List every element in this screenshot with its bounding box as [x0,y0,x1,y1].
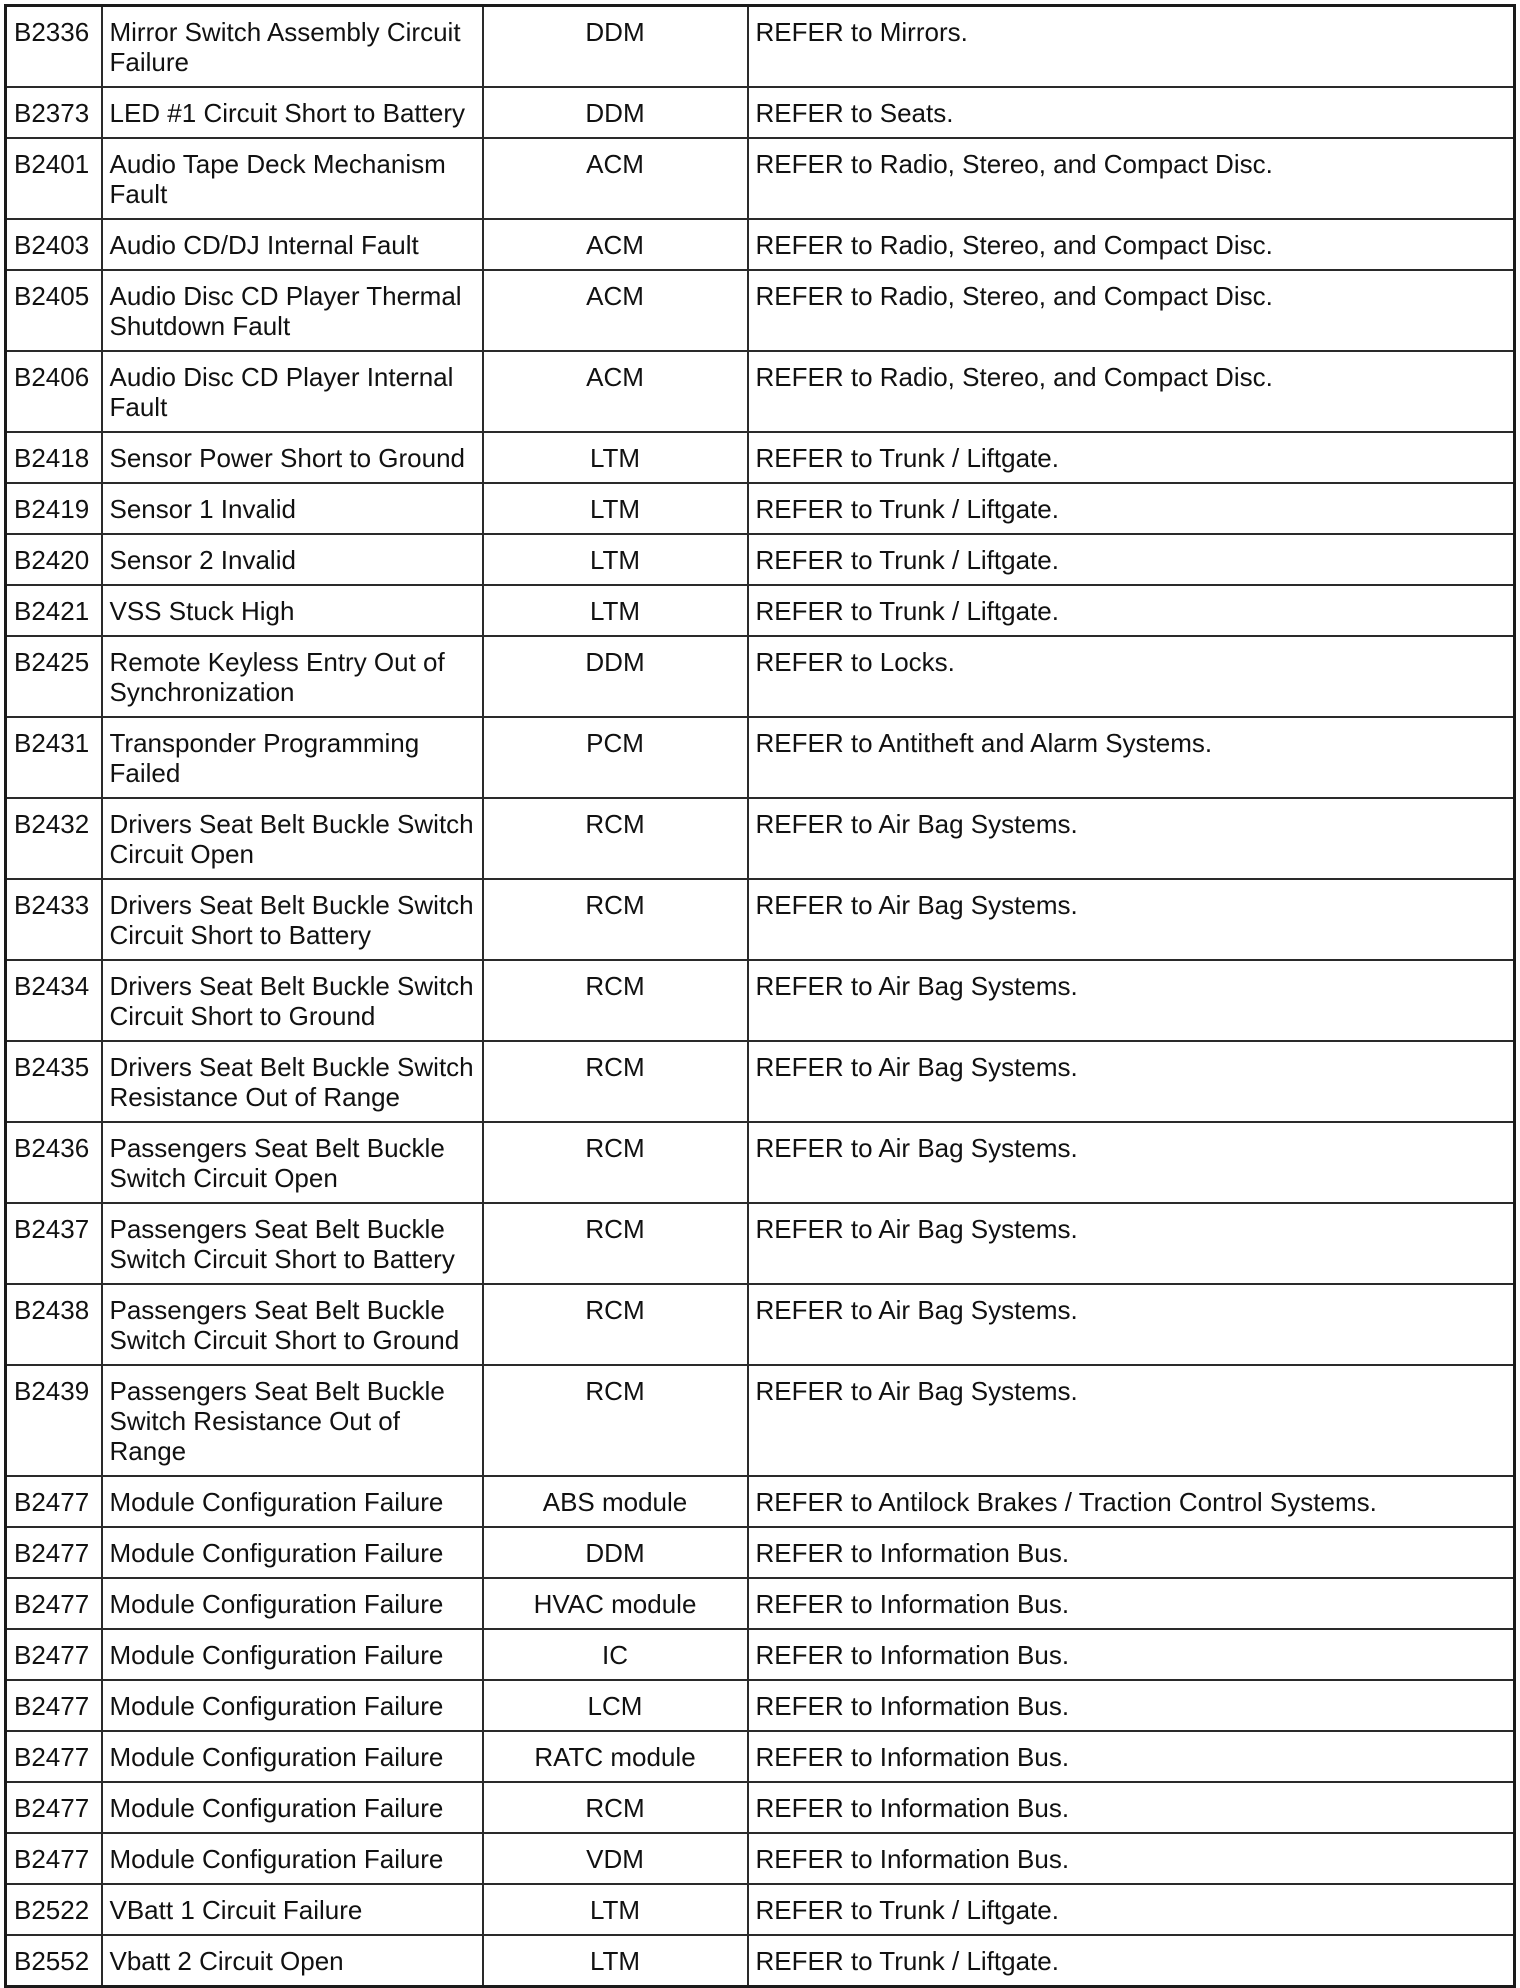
module-cell: RCM [483,1041,748,1122]
module-cell: ACM [483,270,748,351]
table-row [6,636,1515,717]
dtc-code-cell: B2477 [6,1782,102,1833]
module-cell: LTM [483,1935,748,1987]
action-cell: REFER to Air Bag Systems. [748,1122,1515,1203]
module-cell: RCM [483,1203,748,1284]
dtc-description-cell: Module Configuration Failure [102,1476,483,1527]
table-row [6,1731,1515,1782]
dtc-code-cell: B2522 [6,1884,102,1935]
action-cell: REFER to Radio, Stereo, and Compact Disc. [748,219,1515,270]
dtc-code-cell: B2477 [6,1476,102,1527]
table-row [6,1629,1515,1680]
action-cell: REFER to Antilock Brakes / Traction Control Systems. [748,1476,1515,1527]
dtc-description-cell: Passengers Seat Belt Buckle Switch Circuit Short to Ground [102,1284,483,1365]
dtc-description-cell: Module Configuration Failure [102,1833,483,1884]
action-cell: REFER to Trunk / Liftgate. [748,483,1515,534]
table-row [6,351,1515,432]
table-row [6,1884,1515,1935]
action-cell: REFER to Information Bus. [748,1731,1515,1782]
action-cell: REFER to Radio, Stereo, and Compact Disc. [748,138,1515,219]
dtc-description-cell: Drivers Seat Belt Buckle Switch Circuit Open [102,798,483,879]
module-cell: ACM [483,219,748,270]
dtc-code-cell: B2419 [6,483,102,534]
dtc-table [4,4,1516,1988]
module-cell: LTM [483,534,748,585]
module-cell: IC [483,1629,748,1680]
dtc-code-cell: B2421 [6,585,102,636]
dtc-code-cell: B2477 [6,1833,102,1884]
dtc-description-cell: Module Configuration Failure [102,1731,483,1782]
dtc-code-cell: B2434 [6,960,102,1041]
dtc-description-cell: Drivers Seat Belt Buckle Switch Resistance Out of Range [102,1041,483,1122]
dtc-code-cell: B2431 [6,717,102,798]
module-cell: HVAC module [483,1578,748,1629]
table-row [6,483,1515,534]
dtc-description-cell: Module Configuration Failure [102,1782,483,1833]
action-cell: REFER to Mirrors. [748,6,1515,88]
table-row [6,1041,1515,1122]
dtc-code-cell: B2425 [6,636,102,717]
module-cell: DDM [483,87,748,138]
dtc-code-cell: B2403 [6,219,102,270]
module-cell: ABS module [483,1476,748,1527]
module-cell: LTM [483,585,748,636]
table-row [6,534,1515,585]
table-row [6,1122,1515,1203]
module-cell: DDM [483,636,748,717]
action-cell: REFER to Air Bag Systems. [748,1284,1515,1365]
dtc-description-cell: Passengers Seat Belt Buckle Switch Circuit Short to Battery [102,1203,483,1284]
module-cell: LTM [483,432,748,483]
module-cell: ACM [483,138,748,219]
dtc-code-cell: B2477 [6,1680,102,1731]
action-cell: REFER to Radio, Stereo, and Compact Disc. [748,351,1515,432]
dtc-code-cell: B2433 [6,879,102,960]
table-row [6,1203,1515,1284]
table-row [6,1833,1515,1884]
table-row [6,717,1515,798]
module-cell: RCM [483,1365,748,1476]
action-cell: REFER to Trunk / Liftgate. [748,534,1515,585]
action-cell: REFER to Locks. [748,636,1515,717]
dtc-description-cell: Passengers Seat Belt Buckle Switch Circuit Open [102,1122,483,1203]
dtc-code-cell: B2373 [6,87,102,138]
dtc-description-cell: VSS Stuck High [102,585,483,636]
dtc-code-cell: B2418 [6,432,102,483]
table-row [6,432,1515,483]
table-row [6,6,1515,88]
table-row [6,138,1515,219]
table-row [6,960,1515,1041]
table-row [6,1284,1515,1365]
dtc-description-cell: Transponder Programming Failed [102,717,483,798]
action-cell: REFER to Antitheft and Alarm Systems. [748,717,1515,798]
action-cell: REFER to Air Bag Systems. [748,1365,1515,1476]
dtc-description-cell: Audio Disc CD Player Internal Fault [102,351,483,432]
module-cell: RCM [483,879,748,960]
table-row [6,1680,1515,1731]
dtc-code-cell: B2432 [6,798,102,879]
dtc-description-cell: Audio Tape Deck Mechanism Fault [102,138,483,219]
dtc-description-cell: Drivers Seat Belt Buckle Switch Circuit Short to Battery [102,879,483,960]
dtc-description-cell: Audio CD/DJ Internal Fault [102,219,483,270]
table-row [6,1782,1515,1833]
dtc-description-cell: Sensor Power Short to Ground [102,432,483,483]
dtc-description-cell: Vbatt 2 Circuit Open [102,1935,483,1987]
action-cell: REFER to Information Bus. [748,1782,1515,1833]
table-row [6,1527,1515,1578]
dtc-description-cell: Remote Keyless Entry Out of Synchronization [102,636,483,717]
action-cell: REFER to Information Bus. [748,1527,1515,1578]
module-cell: LCM [483,1680,748,1731]
module-cell: VDM [483,1833,748,1884]
action-cell: REFER to Information Bus. [748,1833,1515,1884]
dtc-code-cell: B2435 [6,1041,102,1122]
table-row [6,585,1515,636]
dtc-code-cell: B2477 [6,1629,102,1680]
table-row [6,1935,1515,1987]
action-cell: REFER to Trunk / Liftgate. [748,1884,1515,1935]
dtc-description-cell: Audio Disc CD Player Thermal Shutdown Fault [102,270,483,351]
action-cell: REFER to Information Bus. [748,1680,1515,1731]
module-cell: RCM [483,1782,748,1833]
table-row [6,87,1515,138]
action-cell: REFER to Air Bag Systems. [748,960,1515,1041]
dtc-description-cell: Sensor 2 Invalid [102,534,483,585]
action-cell: REFER to Air Bag Systems. [748,1041,1515,1122]
action-cell: REFER to Information Bus. [748,1629,1515,1680]
dtc-description-cell: Module Configuration Failure [102,1578,483,1629]
dtc-code-cell: B2477 [6,1578,102,1629]
dtc-description-cell: Module Configuration Failure [102,1629,483,1680]
action-cell: REFER to Air Bag Systems. [748,798,1515,879]
action-cell: REFER to Trunk / Liftgate. [748,1935,1515,1987]
module-cell: RCM [483,798,748,879]
dtc-code-cell: B2436 [6,1122,102,1203]
table-row [6,270,1515,351]
dtc-code-cell: B2401 [6,138,102,219]
dtc-description-cell: Passengers Seat Belt Buckle Switch Resistance Out of Range [102,1365,483,1476]
action-cell: REFER to Air Bag Systems. [748,1203,1515,1284]
dtc-code-cell: B2437 [6,1203,102,1284]
module-cell: RCM [483,960,748,1041]
dtc-description-cell: VBatt 1 Circuit Failure [102,1884,483,1935]
module-cell: LTM [483,483,748,534]
dtc-description-cell: Module Configuration Failure [102,1680,483,1731]
dtc-code-cell: B2552 [6,1935,102,1987]
dtc-description-cell: LED #1 Circuit Short to Battery [102,87,483,138]
dtc-code-cell: B2438 [6,1284,102,1365]
module-cell: PCM [483,717,748,798]
module-cell: DDM [483,1527,748,1578]
action-cell: REFER to Radio, Stereo, and Compact Disc. [748,270,1515,351]
table-row [6,879,1515,960]
module-cell: DDM [483,6,748,88]
dtc-code-cell: B2439 [6,1365,102,1476]
dtc-code-cell: B2477 [6,1731,102,1782]
table-row [6,1578,1515,1629]
table-row [6,1476,1515,1527]
action-cell: REFER to Trunk / Liftgate. [748,432,1515,483]
table-row [6,1365,1515,1476]
dtc-code-cell: B2420 [6,534,102,585]
dtc-code-cell: B2406 [6,351,102,432]
dtc-description-cell: Sensor 1 Invalid [102,483,483,534]
dtc-description-cell: Mirror Switch Assembly Circuit Failure [102,6,483,88]
module-cell: RATC module [483,1731,748,1782]
action-cell: REFER to Seats. [748,87,1515,138]
dtc-code-cell: B2477 [6,1527,102,1578]
module-cell: RCM [483,1122,748,1203]
action-cell: REFER to Air Bag Systems. [748,879,1515,960]
action-cell: REFER to Trunk / Liftgate. [748,585,1515,636]
module-cell: RCM [483,1284,748,1365]
table-row [6,798,1515,879]
dtc-code-cell: B2405 [6,270,102,351]
dtc-description-cell: Drivers Seat Belt Buckle Switch Circuit Short to Ground [102,960,483,1041]
action-cell: REFER to Information Bus. [748,1578,1515,1629]
module-cell: ACM [483,351,748,432]
dtc-code-cell: B2336 [6,6,102,88]
table-row [6,219,1515,270]
module-cell: LTM [483,1884,748,1935]
dtc-description-cell: Module Configuration Failure [102,1527,483,1578]
